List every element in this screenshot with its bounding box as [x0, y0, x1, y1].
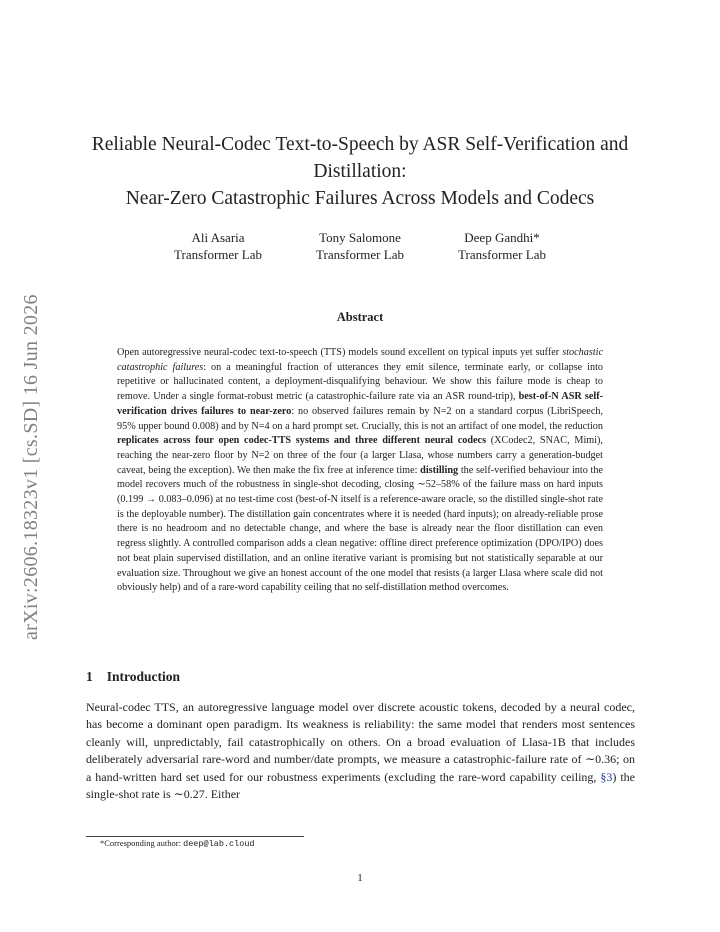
abstract-bold: replicates across four open codec-TTS systems and three different neural codecs — [117, 435, 487, 447]
abstract-text: : on a meaningful fraction of utterances they emit silence, terminate early, or collapse into repetitive or hallucinated content, a deployment-disqualifying behaviour. We show this failure mode is cheap to remove. Under a single format-robust metric (a catastrophic-failure rate via an ASR round-trip), — [117, 361, 603, 403]
author-2 — [290, 229, 430, 263]
abstract-heading: Abstract — [336, 310, 384, 324]
abstract-bold: best-of-N ASR self-verification drives failures to near-zero — [117, 391, 603, 417]
page-number: 1 — [357, 872, 363, 884]
intro-text: Neural-codec TTS, an autoregressive language model over discrete acoustic tokens, decoded by a neural codec, has become a dominant open paradigm. Its weakness is reliability: the same model that renders most sentences cleanly will, unpredictably, fail catastrophically on others. On a broad evaluation of Llasa-1B that includes deliberately adversarial rare-word and number/date prompts, we measure a catastrophic-failure rate of ∼0.36; on a hand-written hard set used for our robustness experiments (excluding the rare-word capability ceiling, — [86, 700, 635, 784]
abstract-text: : no observed failures remain by N=2 on a standard corpus (LibriSpeech, 95% upper bound 0.008) and by N=4 on a hard prompt set. Crucially, this is not an artifact of one model, the reduction — [117, 405, 603, 432]
abstract-text: (XCodec2, SNAC, Mimi), reaching the near-zero floor by N=2 on three of the four (a larger Llasa, whose numbers carry a generation-budget caveat, being the exception). We then make the fix free at inference time: — [117, 435, 603, 476]
footnote-label: *Corresponding author: — [100, 838, 184, 848]
author-name: Ali Asaria — [191, 230, 245, 245]
abstract-text: Open autoregressive neural-codec text-to-speech (TTS) models sound excellent on typical inputs yet suffer — [117, 347, 563, 358]
author-affiliation: Transformer Lab — [458, 247, 546, 262]
intro-text: ) the single-shot rate is ∼0.27. Either — [86, 769, 635, 802]
paper-title — [60, 131, 660, 212]
author-affiliation: Transformer Lab — [316, 247, 404, 262]
arxiv-identifier: arXiv:2606.18323v1 [cs.SD] 16 Jun 2026 — [20, 294, 42, 640]
footnote-rule — [86, 836, 304, 837]
section-number: 1 — [86, 669, 93, 684]
title-line-3: Near-Zero Catastrophic Failures Across Models and Codecs — [125, 188, 595, 209]
title-line-2: Distillation: — [313, 161, 407, 182]
section-heading — [86, 669, 180, 685]
section-title: Introduction — [106, 669, 181, 684]
footnote — [100, 838, 255, 849]
intro-paragraph — [86, 699, 635, 803]
abstract-bold: distilling — [420, 464, 459, 476]
title-line-1: Reliable Neural-Codec Text-to-Speech by ASR Self-Verification and — [91, 134, 629, 155]
author-3 — [432, 229, 572, 263]
author-name: Tony Salomone — [319, 230, 401, 245]
abstract-text: the self-verified behaviour into the model recovers much of the robustness in single-shot decoding, closing ∼52–58% of the failure mass on hard inputs (0.199 → 0.083–0.096) at no test-time cost (best-of-N itself is a reference-aware oracle, so the distilled single-shot rate is the deployable number). The distillation gain concentrates where it is needed (hard inputs); on already-reliable prose there is no headroom and no detectable change, and where the base is already near the floor distillation can even regress slightly. A controlled comparison adds a clean negative: offline direct preference optimization (DPO/IPO) does not beat plain supervised distillation, and an online iterative variant is promising but not statistically separable at our evaluation size. Throughout we give an honest account of the one model that resists (a larger Llasa where scale did not obviously help) and of a rare-word capability ceiling that no self-distillation method overcomes. — [117, 464, 603, 594]
author-1 — [148, 229, 288, 263]
abstract-emphasis: stochastic catastrophic failures — [117, 347, 603, 373]
abstract-body — [117, 346, 603, 596]
author-name: Deep Gandhi* — [464, 230, 540, 245]
footnote-email[interactable]: deep@lab.cloud — [183, 839, 255, 849]
author-affiliation: Transformer Lab — [174, 247, 262, 262]
section-reference-link[interactable]: §3 — [600, 769, 613, 784]
